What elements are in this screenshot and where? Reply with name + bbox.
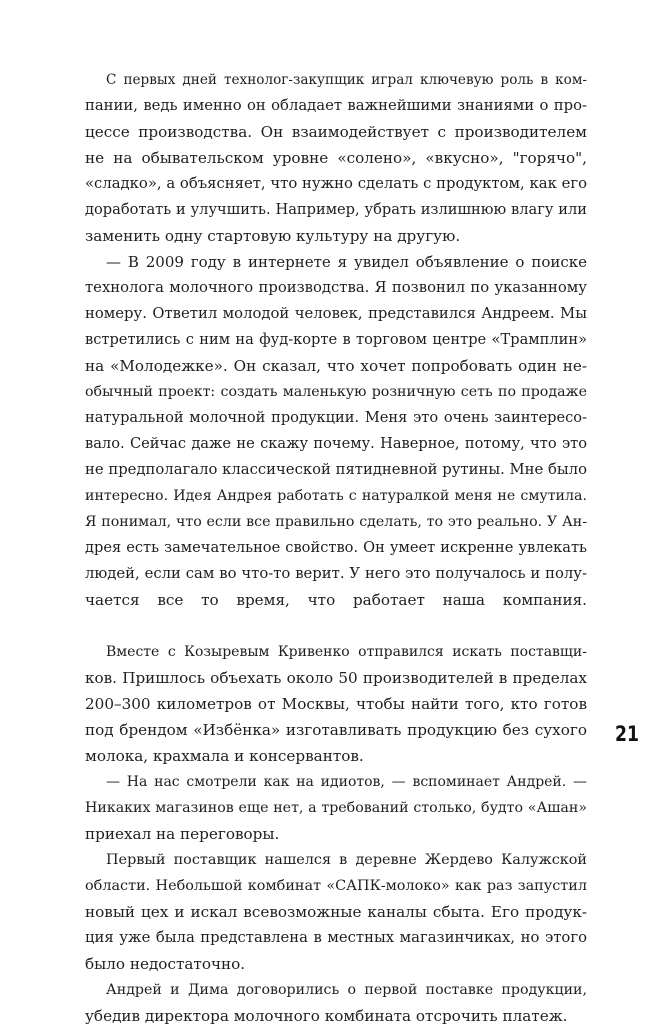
paragraph xyxy=(85,769,587,847)
text-line: не предполагало классической пятидневной рутины. Мне было xyxy=(85,461,587,478)
text-line: дрея есть замечательное свойство. Он умеет искренне увлекать xyxy=(85,539,587,556)
text-line xyxy=(85,613,587,639)
text-line: на «Молодежке». Он сказал, что хочет попробовать один не- xyxy=(85,357,587,375)
text-line: интересно. Идея Андрея работать с натуралкой меня не смутила. xyxy=(85,488,587,504)
text-line: Андрей и Дима договорились о первой поставке продукции, xyxy=(106,982,587,998)
text-line: было недостаточно. xyxy=(85,955,246,973)
paragraph xyxy=(85,67,587,249)
text-line: ция уже была представлена в местных магазинчиках, но этого xyxy=(85,929,587,946)
text-line: приехал на переговоры. xyxy=(85,825,280,843)
text-line: Первый поставщик нашелся в деревне Жердево Калужской xyxy=(106,852,587,868)
page-body xyxy=(85,67,587,1029)
text-line: встретились с ним на фуд-корте в торговом центре «Трамплин» xyxy=(85,331,587,348)
text-line: не на обывательском уровне «солено», «вкусно», "горячо", xyxy=(85,149,587,167)
text-line: — В 2009 году в интернете я увидел объявление о поиске xyxy=(106,253,587,271)
text-line: под брендом «Избёнка» изготавливать продукцию без сухого xyxy=(85,721,587,739)
paragraph xyxy=(85,847,587,977)
text-line: пании, ведь именно он обладает важнейшими знаниями о про- xyxy=(85,97,587,114)
text-line: 200–300 километров от Москвы, чтобы найти того, кто готов xyxy=(85,695,587,713)
text-line: натуральной молочной продукции. Меня это очень заинтересо- xyxy=(85,409,587,426)
text-line: Вместе с Козыревым Кривенко отправился искать поставщи- xyxy=(106,644,587,660)
paragraph xyxy=(85,977,587,1029)
text-line: номеру. Ответил молодой человек, представился Андреем. Мы xyxy=(85,305,587,322)
text-line: Никаких магазинов еще нет, а требований столько, будто «Ашан» xyxy=(85,800,587,816)
text-line: области. Небольшой комбинат «САПК-молоко» как раз запустил xyxy=(85,878,587,894)
text-line: людей, если сам во что-то верит. У него это получалось и полу- xyxy=(85,565,587,582)
text-line: Я понимал, что если все правильно сделать, то это реально. У Ан- xyxy=(85,514,587,530)
text-line: новый цех и искал всевозможные каналы сбыта. Его продук- xyxy=(85,903,587,921)
text-line: «сладко», а объясняет, что нужно сделать с продуктом, как его xyxy=(85,175,587,192)
text-line: — На нас смотрели как на идиотов, — вспоминает Андрей. — xyxy=(106,774,587,790)
text-line: обычный проект: создать маленькую розничную сеть по продаже xyxy=(85,384,587,400)
text-line: вало. Сейчас даже не скажу почему. Наверное, потому, что это xyxy=(85,435,587,452)
text-line: чается все то время, что работает наша компания. xyxy=(85,591,587,609)
text-line: С первых дней технолог-закупщик играл ключевую роль в ком- xyxy=(106,72,587,88)
page-number: 21 xyxy=(615,722,639,746)
text-line: заменить одну стартовую культуру на другую. xyxy=(85,227,461,245)
text-line: ков. Пришлось объехать около 50 производителей в пределах xyxy=(85,669,587,687)
text-line: цессе производства. Он взаимодействует с производителем xyxy=(85,123,587,141)
paragraph xyxy=(85,249,587,639)
text-line: доработать и улучшить. Например, убрать излишнюю влагу или xyxy=(85,201,587,218)
paragraph xyxy=(85,639,587,769)
text-line: технолога молочного производства. Я позвонил по указанному xyxy=(85,279,587,296)
text-line: молока, крахмала и консервантов. xyxy=(85,747,364,765)
text-line: убедив директора молочного комбината отсрочить платеж. xyxy=(85,1007,568,1025)
